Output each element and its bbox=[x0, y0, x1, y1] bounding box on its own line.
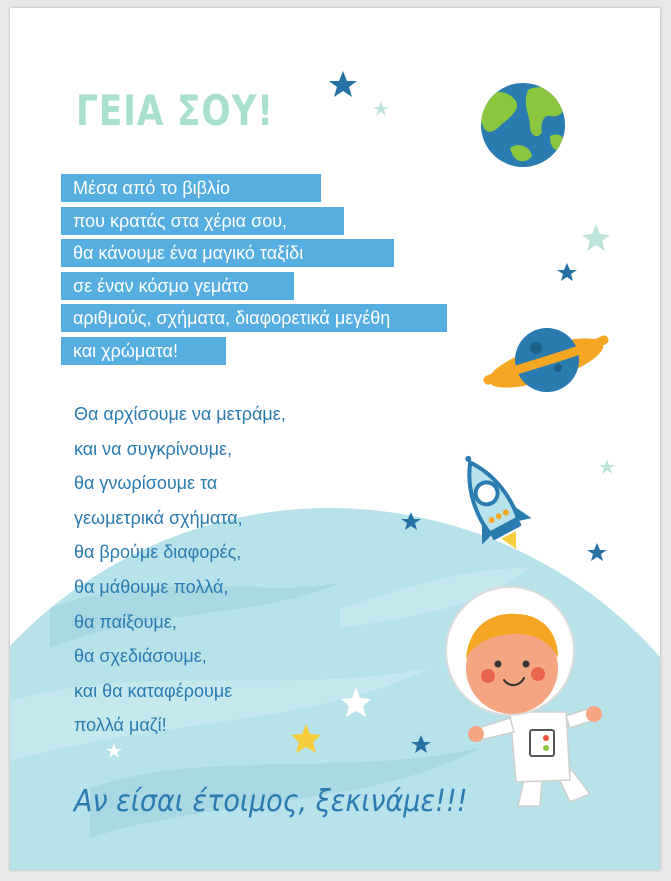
poem-line: Θα αρχίσουμε να μετράμε, bbox=[74, 404, 286, 424]
highlight-line: που κρατάς στα χέρια σου, bbox=[61, 207, 344, 235]
page-title: ΓΕΙΑ ΣΟΥ! bbox=[76, 86, 274, 135]
poem-line: θα σχεδιάσουμε, bbox=[74, 646, 207, 667]
closing-line: Αν είσαι έτοιμος, ξεκινάμε!!! bbox=[74, 784, 468, 819]
storybook-page bbox=[10, 8, 660, 870]
highlight-line: θα κάνουμε ένα μαγικό ταξίδι bbox=[61, 239, 394, 267]
poem-line: θα βρούμε διαφορές, bbox=[74, 542, 242, 563]
poem-line: θα μάθουμε πολλά, bbox=[74, 577, 229, 597]
poem-line: γεωμετρικά σχήματα, bbox=[74, 507, 243, 528]
highlight-line: Μέσα από το βιβλίο bbox=[61, 174, 321, 202]
highlight-line: αριθμούς, σχήματα, διαφορετικά μεγέθη bbox=[61, 304, 447, 332]
earth-icon bbox=[479, 83, 565, 167]
poem-line: θα γνωρίσουμε τα bbox=[74, 473, 218, 494]
poem-line: και να συγκρίνουμε, bbox=[74, 438, 233, 459]
highlight-line: σε έναν κόσμο γεμάτο bbox=[61, 272, 294, 300]
poem-line: πολλά μαζί! bbox=[74, 715, 167, 736]
ringed-planet-icon bbox=[484, 328, 609, 398]
highlight-line: και χρώματα! bbox=[61, 337, 226, 365]
poem-line: και θα καταφέρουμε bbox=[74, 680, 233, 701]
poem-line: θα παίξουμε, bbox=[74, 611, 177, 632]
